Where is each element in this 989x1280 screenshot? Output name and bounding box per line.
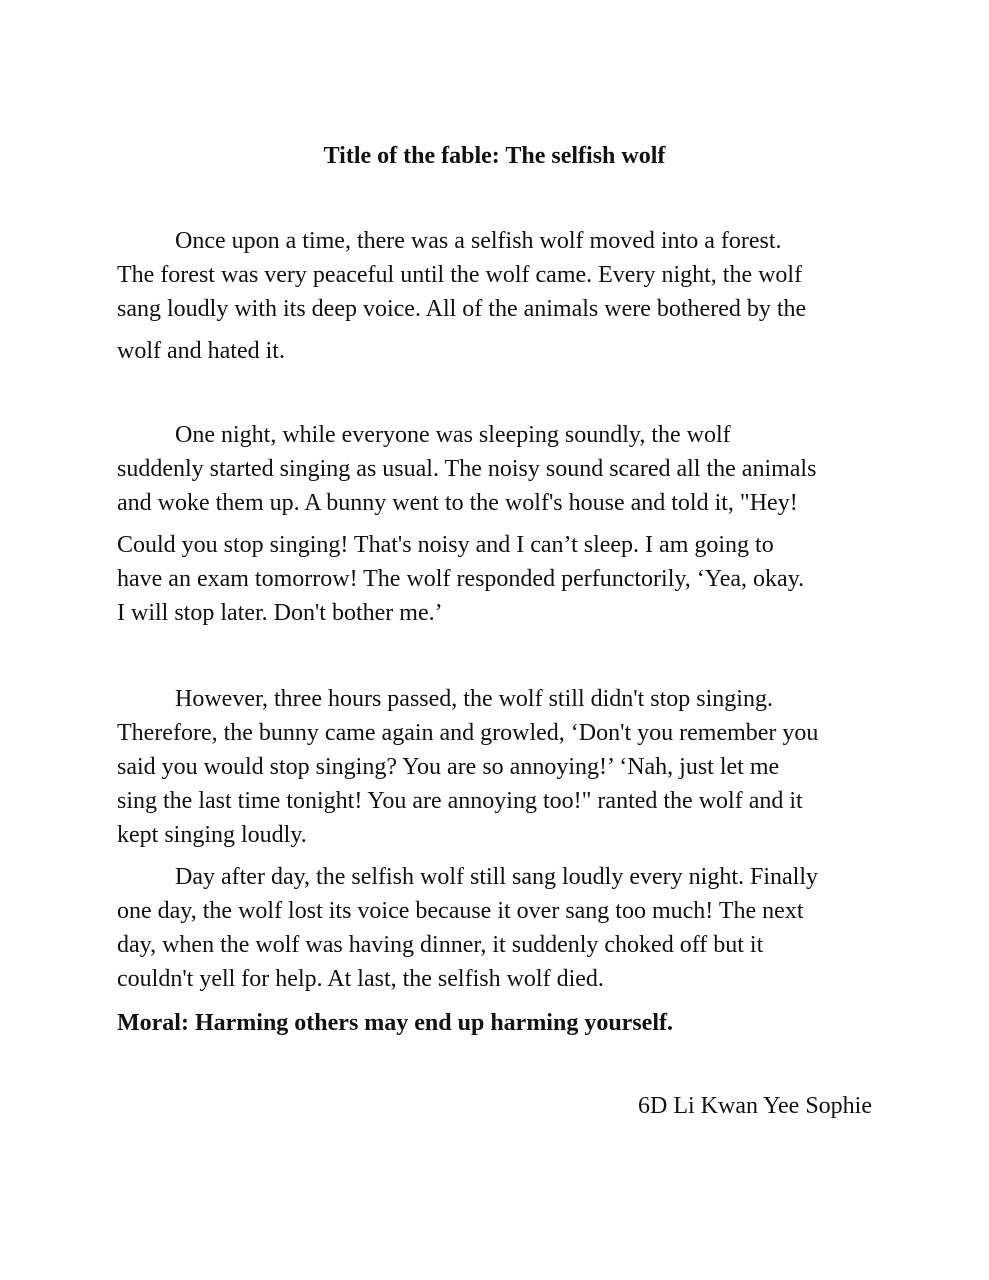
author-signature: 6D Li Kwan Yee Sophie — [638, 1093, 872, 1119]
paragraph-line: Day after day, the selfish wolf still sang loudly every night. Finally — [175, 864, 818, 890]
paragraph-line: wolf and hated it. — [117, 338, 285, 364]
paragraph-line: day, when the wolf was having dinner, it suddenly choked off but it — [117, 932, 764, 958]
paragraph-line: However, three hours passed, the wolf still didn't stop singing. — [175, 686, 773, 712]
paragraph-1 — [117, 224, 877, 368]
fable-title: Title of the fable: The selfish wolf — [323, 143, 666, 169]
paragraph-line: Once upon a time, there was a selfish wolf moved into a forest. — [175, 228, 782, 254]
paragraph-line: One night, while everyone was sleeping soundly, the wolf — [175, 422, 731, 448]
paragraph-line: couldn't yell for help. At last, the selfish wolf died. — [117, 966, 604, 992]
paragraph-4 — [117, 860, 877, 996]
paragraph-line: and woke them up. A bunny went to the wolf's house and told it, "Hey! — [117, 490, 798, 516]
paragraph-3 — [117, 682, 877, 852]
paragraph-line: kept singing loudly. — [117, 822, 307, 848]
paragraph-line: one day, the wolf lost its voice because it over sang too much! The next — [117, 898, 804, 924]
paragraph-line: sang loudly with its deep voice. All of the animals were bothered by the — [117, 296, 807, 322]
paragraph-line: sing the last time tonight! You are annoying too!" ranted the wolf and it — [117, 788, 803, 814]
paragraph-line: Could you stop singing! That's noisy and I can’t sleep. I am going to — [117, 532, 774, 558]
paragraph-line: The forest was very peaceful until the wolf came. Every night, the wolf — [117, 262, 803, 288]
paragraph-line: suddenly started singing as usual. The noisy sound scared all the animals — [117, 456, 817, 482]
paragraph-line: said you would stop singing? You are so annoying!’ ‘Nah, just let me — [117, 754, 780, 780]
paragraph-line: I will stop later. Don't bother me.’ — [117, 600, 443, 626]
paragraph-line: have an exam tomorrow! The wolf responded perfunctorily, ‘Yea, okay. — [117, 566, 805, 592]
moral-statement: Moral: Harming others may end up harming yourself. — [117, 1010, 673, 1036]
paragraph-2 — [117, 418, 877, 630]
paragraph-line: Therefore, the bunny came again and growled, ‘Don't you remember you — [117, 720, 819, 746]
